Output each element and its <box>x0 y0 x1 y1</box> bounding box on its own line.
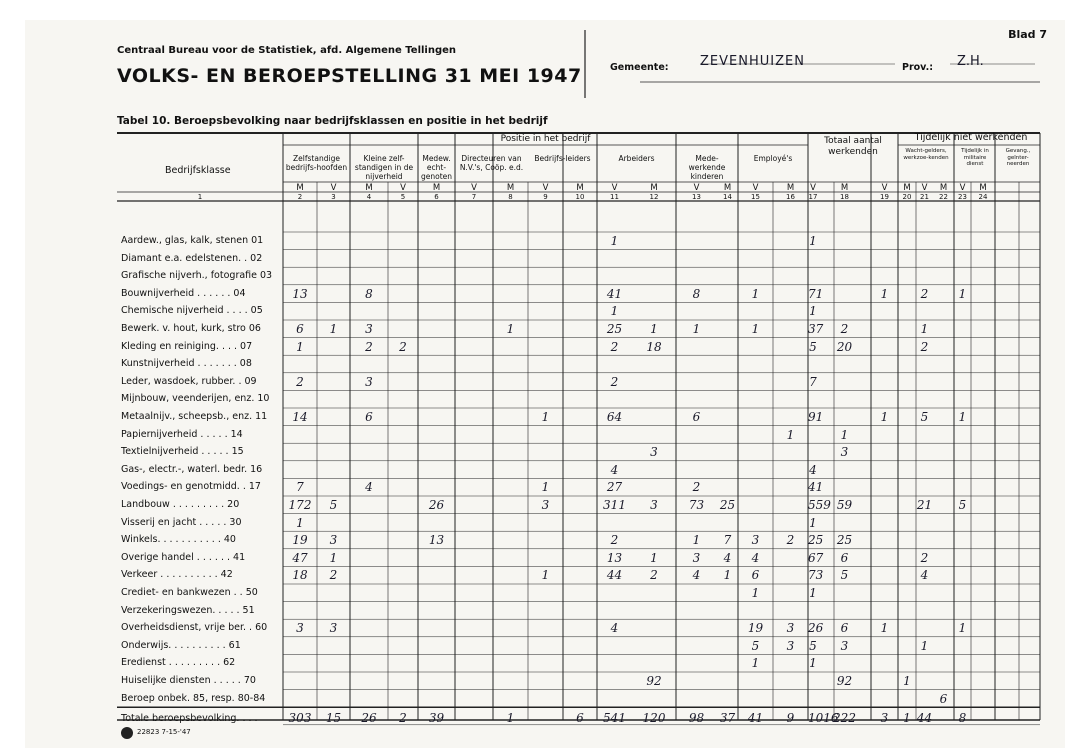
handwritten-value: 3 <box>650 498 658 512</box>
handwritten-value: 1 <box>880 621 889 636</box>
sheet-number: Blad 7 <box>1008 28 1047 41</box>
print-code: 22823 7-15-'47 <box>137 728 191 736</box>
handwritten-value: 19 <box>747 621 764 636</box>
handwritten-value: 18 <box>646 339 662 354</box>
handwritten-value: 3 <box>296 621 304 636</box>
printer-logo-icon <box>121 727 133 739</box>
column-number: 24 <box>978 193 988 201</box>
mv-label: M <box>650 183 658 193</box>
handwritten-value: 44 <box>606 568 623 583</box>
handwritten-value: 25 <box>836 533 853 548</box>
handwritten-value: 13 <box>292 286 308 301</box>
col-gevangenen: Gevang., geïnter-neerden <box>1005 148 1031 167</box>
handwritten-value: 4 <box>610 621 619 636</box>
row-label: Aardew., glas, kalk, stenen 01 <box>121 235 264 246</box>
table-title: Tabel 10. Beroepsbevolking naar bedrijfsklassen en positie in het bedrijf <box>117 115 548 127</box>
row-label: Huiselijke diensten . . . . . 70 <box>121 675 256 686</box>
handwritten-value: 3 <box>365 374 373 389</box>
handwritten-value: 4 <box>692 568 701 583</box>
handwritten-value: 1 <box>958 621 967 636</box>
column-number: 16 <box>786 193 795 201</box>
handwritten-value: 6 <box>365 410 373 424</box>
col-kleine-zelfstandigen: Kleine zelf-standigen in de nijverheid <box>354 154 414 181</box>
row-label: Crediet- en bankwezen . . 50 <box>121 587 258 598</box>
handwritten-value: 2 <box>920 339 929 354</box>
mv-label: V <box>810 183 816 193</box>
handwritten-value: 4 <box>751 550 760 565</box>
handwritten-value: 3 <box>786 621 795 636</box>
row-label: Onderwijs. . . . . . . . . . 61 <box>121 639 241 651</box>
handwritten-value: 27 <box>606 480 623 495</box>
handwritten-value: 3 <box>329 621 338 636</box>
handwritten-value: 1 <box>506 322 515 336</box>
mv-label: V <box>542 183 549 193</box>
col-employes: Employé's <box>753 154 793 163</box>
handwritten-value: 2 <box>786 533 795 548</box>
mv-label: M <box>939 183 948 193</box>
handwritten-value: 59 <box>836 498 853 512</box>
column-number: 8 <box>508 193 513 201</box>
col-zelfstandige: Zelfstandige bedrijfs-hoofden <box>285 154 348 172</box>
col-medewerkende-kinderen: Mede-werkende kinderen <box>688 154 726 181</box>
handwritten-value: 2 <box>920 286 929 301</box>
mv-label: M <box>296 183 304 193</box>
handwritten-value: 1 <box>723 568 732 583</box>
handwritten-value: 2 <box>920 550 929 565</box>
column-number: 23 <box>958 193 967 201</box>
column-number: 18 <box>840 193 849 201</box>
bedrijfsklasse-header: Bedrijfsklasse <box>165 165 231 176</box>
handwritten-value: 1 <box>650 322 658 336</box>
row-label: Chemische nijverheid . . . . 05 <box>121 305 263 317</box>
row-label: Verkeer . . . . . . . . . . 42 <box>121 569 233 581</box>
handwritten-value: 3 <box>786 638 795 653</box>
column-number: 5 <box>400 193 406 201</box>
handwritten-value: 26 <box>428 498 445 512</box>
handwritten-value: 73 <box>688 498 705 512</box>
handwritten-value: 1 <box>751 586 760 600</box>
handwritten-value: 5 <box>920 410 929 424</box>
mv-label: V <box>881 183 888 193</box>
bureau-heading: Centraal Bureau voor de Statistiek, afd. Algemene Tellingen <box>117 45 457 56</box>
mv-label: M <box>840 183 849 193</box>
handwritten-value: 3 <box>541 498 550 512</box>
handwritten-value: 3 <box>365 322 373 336</box>
col-wachtgelders: Wacht-gelders, werkzoe-kenden <box>903 148 949 161</box>
handwritten-value: 1 <box>296 515 304 530</box>
handwritten-value: 172 <box>288 498 312 512</box>
row-label: Overige handel . . . . . . 41 <box>121 551 246 563</box>
column-number: 1 <box>197 193 203 201</box>
handwritten-value: 2 <box>692 480 701 495</box>
mv-label: M <box>506 183 515 193</box>
handwritten-value: 1 <box>541 480 550 495</box>
handwritten-value: 1 <box>920 322 929 336</box>
handwritten-value: 1 <box>880 286 889 301</box>
handwritten-value: 1 <box>610 234 619 248</box>
handwritten-value: 1 <box>809 515 817 530</box>
mv-label: V <box>611 183 618 193</box>
handwritten-value: 19 <box>292 533 308 548</box>
mv-label: M <box>432 183 441 193</box>
handwritten-value: 4 <box>365 480 373 495</box>
column-number: 6 <box>434 193 439 201</box>
handwritten-value: 92 <box>646 674 662 688</box>
mv-label: V <box>330 183 337 193</box>
handwritten-value: 6 <box>751 568 760 583</box>
handwritten-value: 67 <box>808 550 824 565</box>
mv-label: M <box>365 183 373 193</box>
column-number: 10 <box>575 193 585 201</box>
province-label: Prov.: <box>902 62 934 73</box>
handwritten-value: 41 <box>808 480 824 495</box>
handwritten-value: 37 <box>719 711 736 726</box>
handwritten-value: 7 <box>296 480 304 495</box>
handwritten-value: 2 <box>650 568 658 583</box>
handwritten-value: 41 <box>747 711 764 726</box>
handwritten-value: 3 <box>751 533 760 548</box>
column-number: 15 <box>751 193 760 201</box>
row-label: Diamant e.a. edelstenen. . 02 <box>121 252 263 264</box>
handwritten-value: 6 <box>939 691 948 706</box>
row-label: Voedings- en genotmidd. . 17 <box>121 481 261 493</box>
handwritten-value: 7 <box>809 374 817 389</box>
handwritten-value: 1 <box>958 286 967 301</box>
handwritten-value: 91 <box>808 410 824 424</box>
mv-label: M <box>576 183 584 193</box>
handwritten-value: 18 <box>292 568 308 583</box>
handwritten-value: 1 <box>920 638 929 653</box>
mv-label: V <box>693 183 700 193</box>
handwritten-value: 1 <box>809 304 817 319</box>
handwritten-value: 5 <box>958 498 967 512</box>
column-number: 3 <box>331 193 336 201</box>
handwritten-value: 5 <box>329 498 338 512</box>
census-title: VOLKS- EN BEROEPSTELLING 31 MEI 1947 <box>117 65 582 87</box>
handwritten-value: 1 <box>809 234 817 248</box>
handwritten-value: 8 <box>958 711 967 726</box>
column-number: 2 <box>297 193 303 201</box>
row-label: Bouwnijverheid . . . . . . 04 <box>121 287 246 299</box>
handwritten-value: 311 <box>603 498 626 512</box>
handwritten-value: 1 <box>692 533 701 548</box>
province-value: Z.H. <box>957 54 984 69</box>
column-number: 14 <box>723 193 732 201</box>
handwritten-value: 3 <box>692 550 701 565</box>
handwritten-value: 2 <box>329 568 338 583</box>
handwritten-value: 37 <box>808 322 824 336</box>
handwritten-value: 5 <box>751 638 760 653</box>
handwritten-value: 2 <box>610 374 619 389</box>
handwritten-value: 2 <box>610 339 619 354</box>
col-bedrijfsleiders: Bedrijfs-leiders <box>534 154 591 163</box>
handwritten-value: 2 <box>399 339 407 354</box>
handwritten-value: 2 <box>610 533 619 548</box>
column-number: 21 <box>920 193 929 201</box>
handwritten-value: 9 <box>786 711 795 726</box>
handwritten-value: 47 <box>292 550 308 565</box>
handwritten-value: 6 <box>692 410 701 424</box>
handwritten-value: 1 <box>751 286 760 301</box>
handwritten-value: 1 <box>809 656 817 671</box>
handwritten-value: 222 <box>833 711 856 726</box>
handwritten-value: 3 <box>329 533 338 548</box>
handwritten-value: 98 <box>688 711 705 726</box>
handwritten-value: 1 <box>329 322 338 336</box>
row-label: Kleding en reiniging. . . . 07 <box>121 340 253 352</box>
row-label: Mijnbouw, veenderijen, enz. 10 <box>121 393 270 405</box>
handwritten-value: 25 <box>719 498 736 512</box>
mv-label: M <box>723 183 732 193</box>
col-militaire-dienst: Tijdelijk in militaire dienst <box>961 148 989 167</box>
handwritten-value: 25 <box>808 533 824 548</box>
handwritten-value: 1016 <box>808 711 839 726</box>
handwritten-value: 2 <box>399 711 407 726</box>
row-label: Visserij en jacht . . . . . 30 <box>121 516 242 528</box>
row-label: Grafische nijverh., fotografie 03 <box>121 270 273 282</box>
handwritten-value: 26 <box>361 711 377 726</box>
handwritten-value: 4 <box>610 462 619 477</box>
gemeente-value: ZEVENHUIZEN <box>700 54 805 69</box>
handwritten-value: 6 <box>576 711 584 726</box>
handwritten-value: 1 <box>650 550 658 565</box>
column-number: 19 <box>880 193 889 201</box>
handwritten-value: 1 <box>610 304 619 319</box>
row-label: Beroep onbek. 85, resp. 80-84 <box>121 692 266 704</box>
col-totaal: Totaal aantal werkenden <box>824 136 882 157</box>
handwritten-value: 1 <box>296 339 304 354</box>
handwritten-value: 2 <box>296 374 304 389</box>
column-number: 22 <box>939 193 948 201</box>
handwritten-value: 73 <box>808 568 824 583</box>
mv-label: M <box>903 183 911 193</box>
handwritten-value: 13 <box>428 533 445 548</box>
row-label: Landbouw . . . . . . . . . 20 <box>121 499 240 510</box>
handwritten-value: 20 <box>836 339 853 354</box>
handwritten-value: 6 <box>296 322 304 336</box>
handwritten-value: 4 <box>920 568 929 583</box>
handwritten-value: 13 <box>606 550 623 565</box>
positie-header: Positie in het bedrijf <box>500 134 591 144</box>
row-label: Kunstnijverheid . . . . . . . 08 <box>121 358 252 370</box>
handwritten-value: 1 <box>786 427 795 442</box>
handwritten-value: 1 <box>903 711 911 726</box>
handwritten-value: 25 <box>606 322 623 336</box>
mv-label: V <box>400 183 406 193</box>
handwritten-value: 1 <box>751 322 760 336</box>
handwritten-value: 1 <box>692 322 701 336</box>
row-label: Winkels. . . . . . . . . . . 40 <box>121 534 236 546</box>
row-label: Textielnijverheid . . . . . 15 <box>121 446 244 458</box>
handwritten-value: 14 <box>292 410 308 424</box>
handwritten-value: 1 <box>880 410 889 424</box>
handwritten-value: 7 <box>723 533 732 548</box>
gemeente-label: Gemeente: <box>610 62 669 73</box>
totals-label: Totale beroepsbevolking. . . . <box>121 713 258 725</box>
handwritten-value: 541 <box>603 711 626 726</box>
row-label: Metaalnijv., scheepsb., enz. 11 <box>121 411 268 422</box>
handwritten-value: 1 <box>903 674 911 688</box>
row-label: Leder, wasdoek, rubber. . 09 <box>121 375 257 387</box>
column-number: 12 <box>649 193 659 201</box>
handwritten-value: 26 <box>808 621 824 636</box>
handwritten-value: 1 <box>809 586 817 600</box>
column-number: 11 <box>610 193 619 201</box>
handwritten-value: 3 <box>840 638 849 653</box>
col-directeuren: Directeuren van N.V.'s, Coöp. e.d. <box>459 154 524 172</box>
handwritten-value: 5 <box>809 638 817 653</box>
handwritten-value: 559 <box>808 498 831 512</box>
handwritten-value: 4 <box>723 550 732 565</box>
row-label: Gas-, electr.-, waterl. bedr. 16 <box>121 463 263 475</box>
handwritten-value: 1 <box>840 427 849 442</box>
handwritten-value: 1 <box>751 656 760 671</box>
handwritten-value: 2 <box>840 322 849 336</box>
handwritten-value: 8 <box>692 286 701 301</box>
row-label: Verzekeringswezen. . . . . 51 <box>121 604 255 616</box>
handwritten-value: 5 <box>809 339 817 354</box>
handwritten-value: 21 <box>916 498 933 512</box>
column-number: 7 <box>471 193 477 201</box>
row-label: Eredienst . . . . . . . . . 62 <box>121 657 236 669</box>
handwritten-value: 71 <box>808 286 824 301</box>
mv-label: V <box>921 183 928 193</box>
handwritten-value: 39 <box>428 711 445 726</box>
column-number: 20 <box>902 193 912 201</box>
handwritten-value: 1 <box>958 410 967 424</box>
handwritten-value: 4 <box>809 462 817 477</box>
column-number: 4 <box>366 193 372 201</box>
handwritten-value: 2 <box>365 339 373 354</box>
handwritten-value: 6 <box>840 550 849 565</box>
handwritten-value: 1 <box>541 568 550 583</box>
handwritten-value: 3 <box>840 445 849 460</box>
mv-label: V <box>471 183 477 193</box>
handwritten-value: 64 <box>606 410 623 424</box>
col-tijdelijk: Tijdelijk niet werkenden <box>914 132 1028 143</box>
handwritten-value: 303 <box>288 711 312 726</box>
column-number: 9 <box>543 193 548 201</box>
mv-label: M <box>979 183 987 193</box>
handwritten-value: 5 <box>840 568 849 583</box>
row-label: Overheidsdienst, vrije ber. . 60 <box>121 622 268 634</box>
handwritten-value: 1 <box>506 711 515 726</box>
handwritten-value: 8 <box>365 286 373 301</box>
handwritten-value: 3 <box>880 711 889 726</box>
col-medewerkende-echtgenoten: Medew. echt-genoten <box>420 154 453 181</box>
mv-label: V <box>959 183 966 193</box>
handwritten-value: 6 <box>840 621 849 636</box>
column-number: 13 <box>692 193 701 201</box>
row-label: Papiernijverheid . . . . . 14 <box>121 428 243 440</box>
col-arbeiders: Arbeiders <box>618 154 655 163</box>
handwritten-value: 41 <box>606 286 623 301</box>
census-sheet <box>25 20 1065 748</box>
mv-label: M <box>786 183 795 193</box>
handwritten-value: 15 <box>325 711 342 726</box>
handwritten-value: 3 <box>650 445 658 460</box>
handwritten-value: 120 <box>642 711 666 726</box>
row-label: Bewerk. v. hout, kurk, stro 06 <box>121 323 261 334</box>
column-number: 17 <box>808 193 818 201</box>
handwritten-value: 92 <box>836 674 853 688</box>
handwritten-value: 1 <box>329 550 338 565</box>
handwritten-value: 44 <box>916 711 933 726</box>
handwritten-value: 1 <box>541 410 550 424</box>
mv-label: V <box>752 183 759 193</box>
